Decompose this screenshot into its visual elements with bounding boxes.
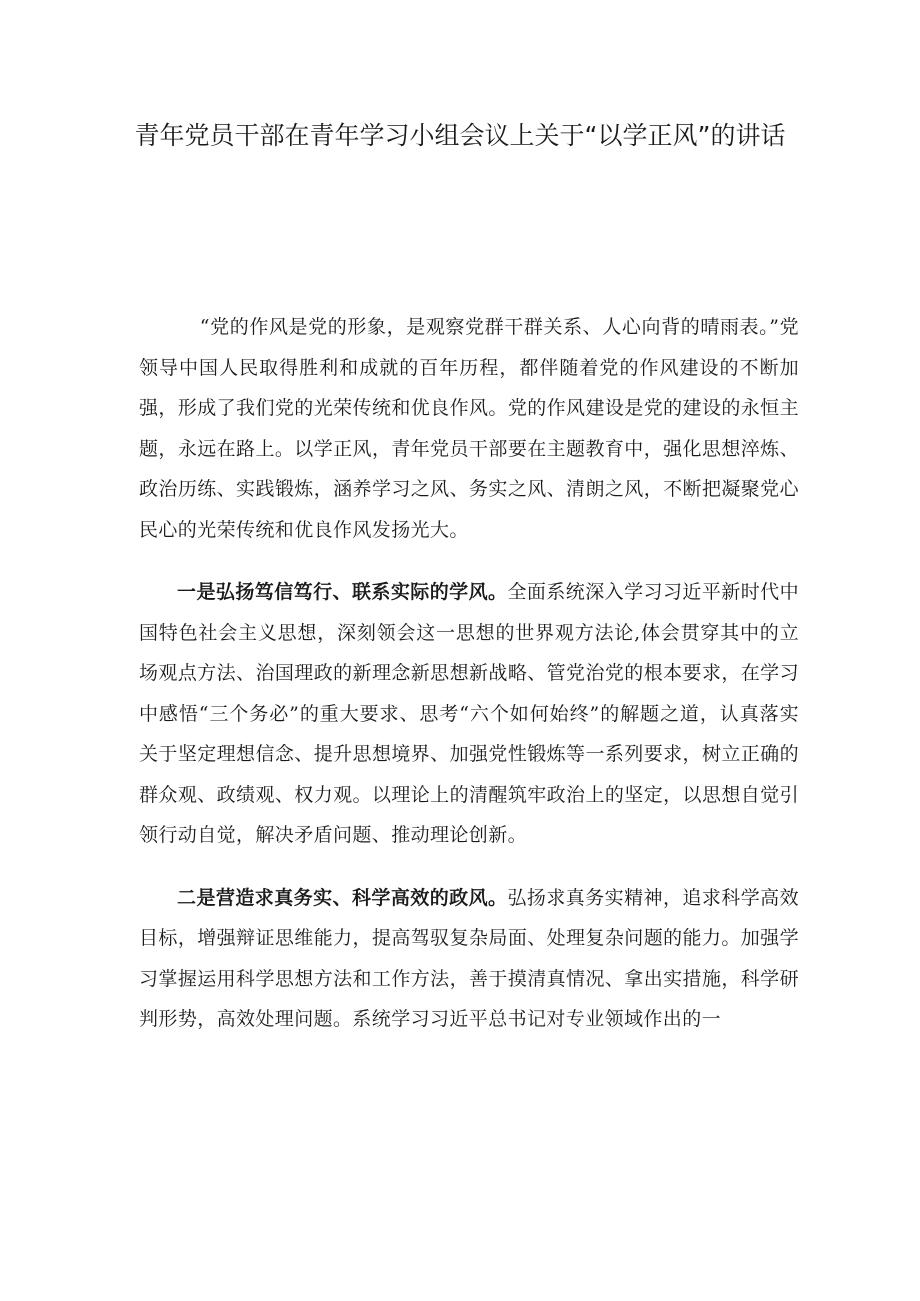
paragraph-study-style xyxy=(139,572,799,856)
paragraph-text: 全面系统深入学习习近平新时代中国特色社会主义思想，深刻领会这一思想的世界观方法论,体会贯穿其中的立场观点方法、治国理政的新理念新思想新战略、管党治党的根本要求，在学习中感悟“三个务必”的重大要求、思考“六个如何始终”的解题之道，认真落实关于坚定理想信念、提升思想境界、加强党性锻炼等一系列要求，树立正确的群众观、政绩观、权力观。以理论上的清醒筑牢政治上的坚定，以思想自觉引领行动自觉，解决矛盾问题、推动理论创新。 xyxy=(139,581,799,846)
paragraph-text: 弘扬求真务实精神，追求科学高效目标，增强辩证思维能力，提高驾驭复杂局面、处理复杂问题的能力。加强学习掌握运用科学思想方法和工作方法，善于摸清真情况、拿出实措施，科学研判形势，高效处理问题。系统学习习近平总书记对专业领域作出的一 xyxy=(139,886,799,1030)
paragraph-lead: 二是营造求真务实、科学高效的政风。 xyxy=(177,886,508,909)
document-title: 青年党员干部在青年学习小组会议上关于“以学正风”的讲话 xyxy=(134,121,786,150)
document-body xyxy=(139,307,799,1040)
paragraph-government-style xyxy=(139,878,799,1040)
paragraph-lead: 一是弘扬笃信笃行、联系实际的学风。 xyxy=(177,581,508,603)
paragraph-text: “党的作风是党的形象，是观察党群干群关系、人心向背的晴雨表。”党领导中国人民取得胜利和成就的百年历程，都伴随着党的作风建设的不断加强，形成了我们党的光荣传统和优良作风。党的作风建设是党的建设的永恒主题，永远在路上。以学正风，青年党员干部要在主题教育中，强化思想淬炼、政治历练、实践锻炼，涵养学习之风、务实之风、清朗之风，不断把凝聚党心民心的光荣传统和优良作风发扬光大。 xyxy=(139,316,799,541)
paragraph-intro xyxy=(139,307,799,550)
